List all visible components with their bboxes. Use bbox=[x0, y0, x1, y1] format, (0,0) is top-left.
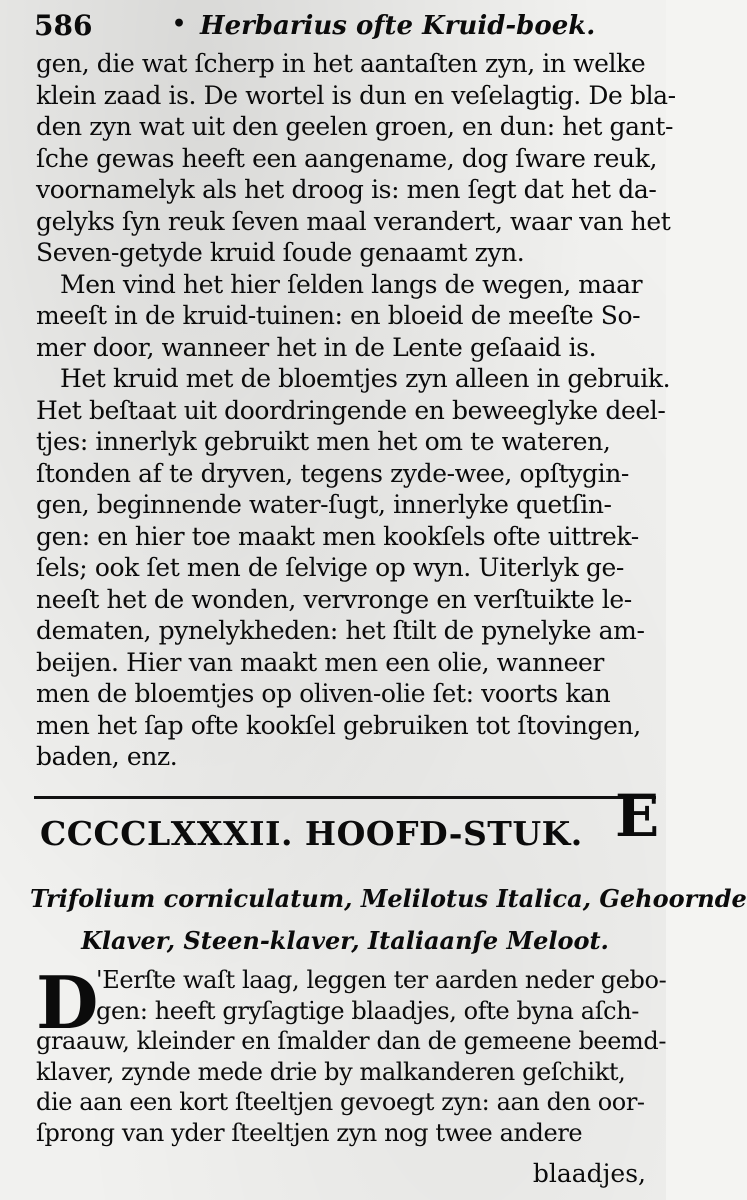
text-line: men het ſap ofte kookſel gebruiken tot ſtovingen, bbox=[36, 710, 641, 740]
text-line: klaver, zynde mede drie by malkanderen geſchikt, bbox=[36, 1057, 626, 1086]
text-line: graauw, kleinder en ſmalder dan de gemeene beemd- bbox=[36, 1027, 667, 1055]
catchword: blaadjes, bbox=[532, 1159, 646, 1188]
text-line: tjes: innerlyk gebruikt men het om te wateren, bbox=[36, 427, 611, 456]
chapter-subtitle bbox=[30, 878, 747, 962]
text-line: klein zaad is. De wortel is dun en veſelagtig. De bla- bbox=[36, 80, 676, 110]
text-line: Het kruid met de bloemtjes zyn alleen in gebruik. bbox=[60, 364, 671, 393]
text-line: ſche gewas heeft een aangename, dog ſware reuk, bbox=[36, 143, 658, 173]
lower-text-block bbox=[36, 960, 667, 1148]
chapter-title: CCCCLXXXII. HOOFD-STUK. bbox=[40, 814, 583, 853]
page-header bbox=[34, 6, 654, 46]
chapter-heading bbox=[40, 782, 660, 858]
text-line: die aan een kort ſteeltjen gevoegt zyn: aan den oor- bbox=[36, 1088, 645, 1116]
text-line: ſtonden af te dryven, tegens zyde-wee, opſtygin- bbox=[36, 458, 629, 488]
text-line: gen, beginnende water-ſugt, innerlyke quetſin- bbox=[36, 490, 612, 519]
text-line: ſprong van yder ſteeltjen zyn nog twee andere bbox=[36, 1118, 583, 1147]
page-number: 586 bbox=[34, 9, 93, 42]
subtitle-line: Trifolium corniculatum, Melilotus Italica, Gehoornde bbox=[30, 884, 747, 913]
section-rule bbox=[34, 796, 656, 799]
subtitle-line: Klaver, Steen-klaver, Italiaanſe Meloot. bbox=[81, 926, 609, 955]
text-line: beijen. Hier van maakt men een olie, wanneer bbox=[36, 647, 604, 677]
running-head: Herbarius ofte Kruid-boek. bbox=[200, 11, 596, 41]
text-line: gelyks ſyn reuk ſeven maal verandert, waar van het bbox=[36, 206, 671, 236]
header-ornament: • bbox=[172, 11, 187, 37]
text-line: Men vind het hier ſelden langs de wegen, maar bbox=[60, 269, 643, 299]
text-line: gen, die wat ſcherp in het aantaſten zyn, in welke bbox=[36, 49, 646, 78]
text-line: Seven-getyde kruid ſoude genaamt zyn. bbox=[36, 238, 525, 267]
upper-text-block bbox=[36, 48, 676, 773]
text-line: voornamelyk als het droog is: men ſegt dat het da- bbox=[36, 175, 657, 204]
text-line: 'Eerſte waſt laag, leggen ter aarden neder gebo- bbox=[96, 966, 667, 994]
text-line: meeſt in de kruid-tuinen: en bloeid de meeſte So- bbox=[36, 301, 641, 330]
text-line: neeſt het de wonden, vervronge en verſtuikte le- bbox=[36, 584, 632, 614]
bleed-through-letter: E bbox=[615, 782, 660, 850]
text-line: gen: en hier toe maakt men kookſels ofte uittrek- bbox=[36, 521, 639, 551]
drop-cap: D bbox=[36, 960, 99, 1045]
text-line: baden, enz. bbox=[36, 742, 178, 771]
text-line: dematen, pynelykheden: het ſtilt de pynelyke am- bbox=[36, 616, 645, 645]
text-line: men de bloemtjes op oliven-olie ſet: voorts kan bbox=[36, 679, 611, 708]
text-line: gen: heeft gryſagtige blaadjes, ofte byna aſch- bbox=[96, 996, 639, 1025]
text-line: ſels; ook ſet men de ſelvige op wyn. Uiterlyk ge- bbox=[36, 553, 624, 582]
text-line: mer door, wanneer het in de Lente geſaaid is. bbox=[36, 332, 597, 362]
text-line: Het beſtaat uit doordringende en beweeglyke deel- bbox=[36, 395, 666, 425]
text-line: den zyn wat uit den geelen groen, en dun: het gant- bbox=[36, 112, 674, 141]
